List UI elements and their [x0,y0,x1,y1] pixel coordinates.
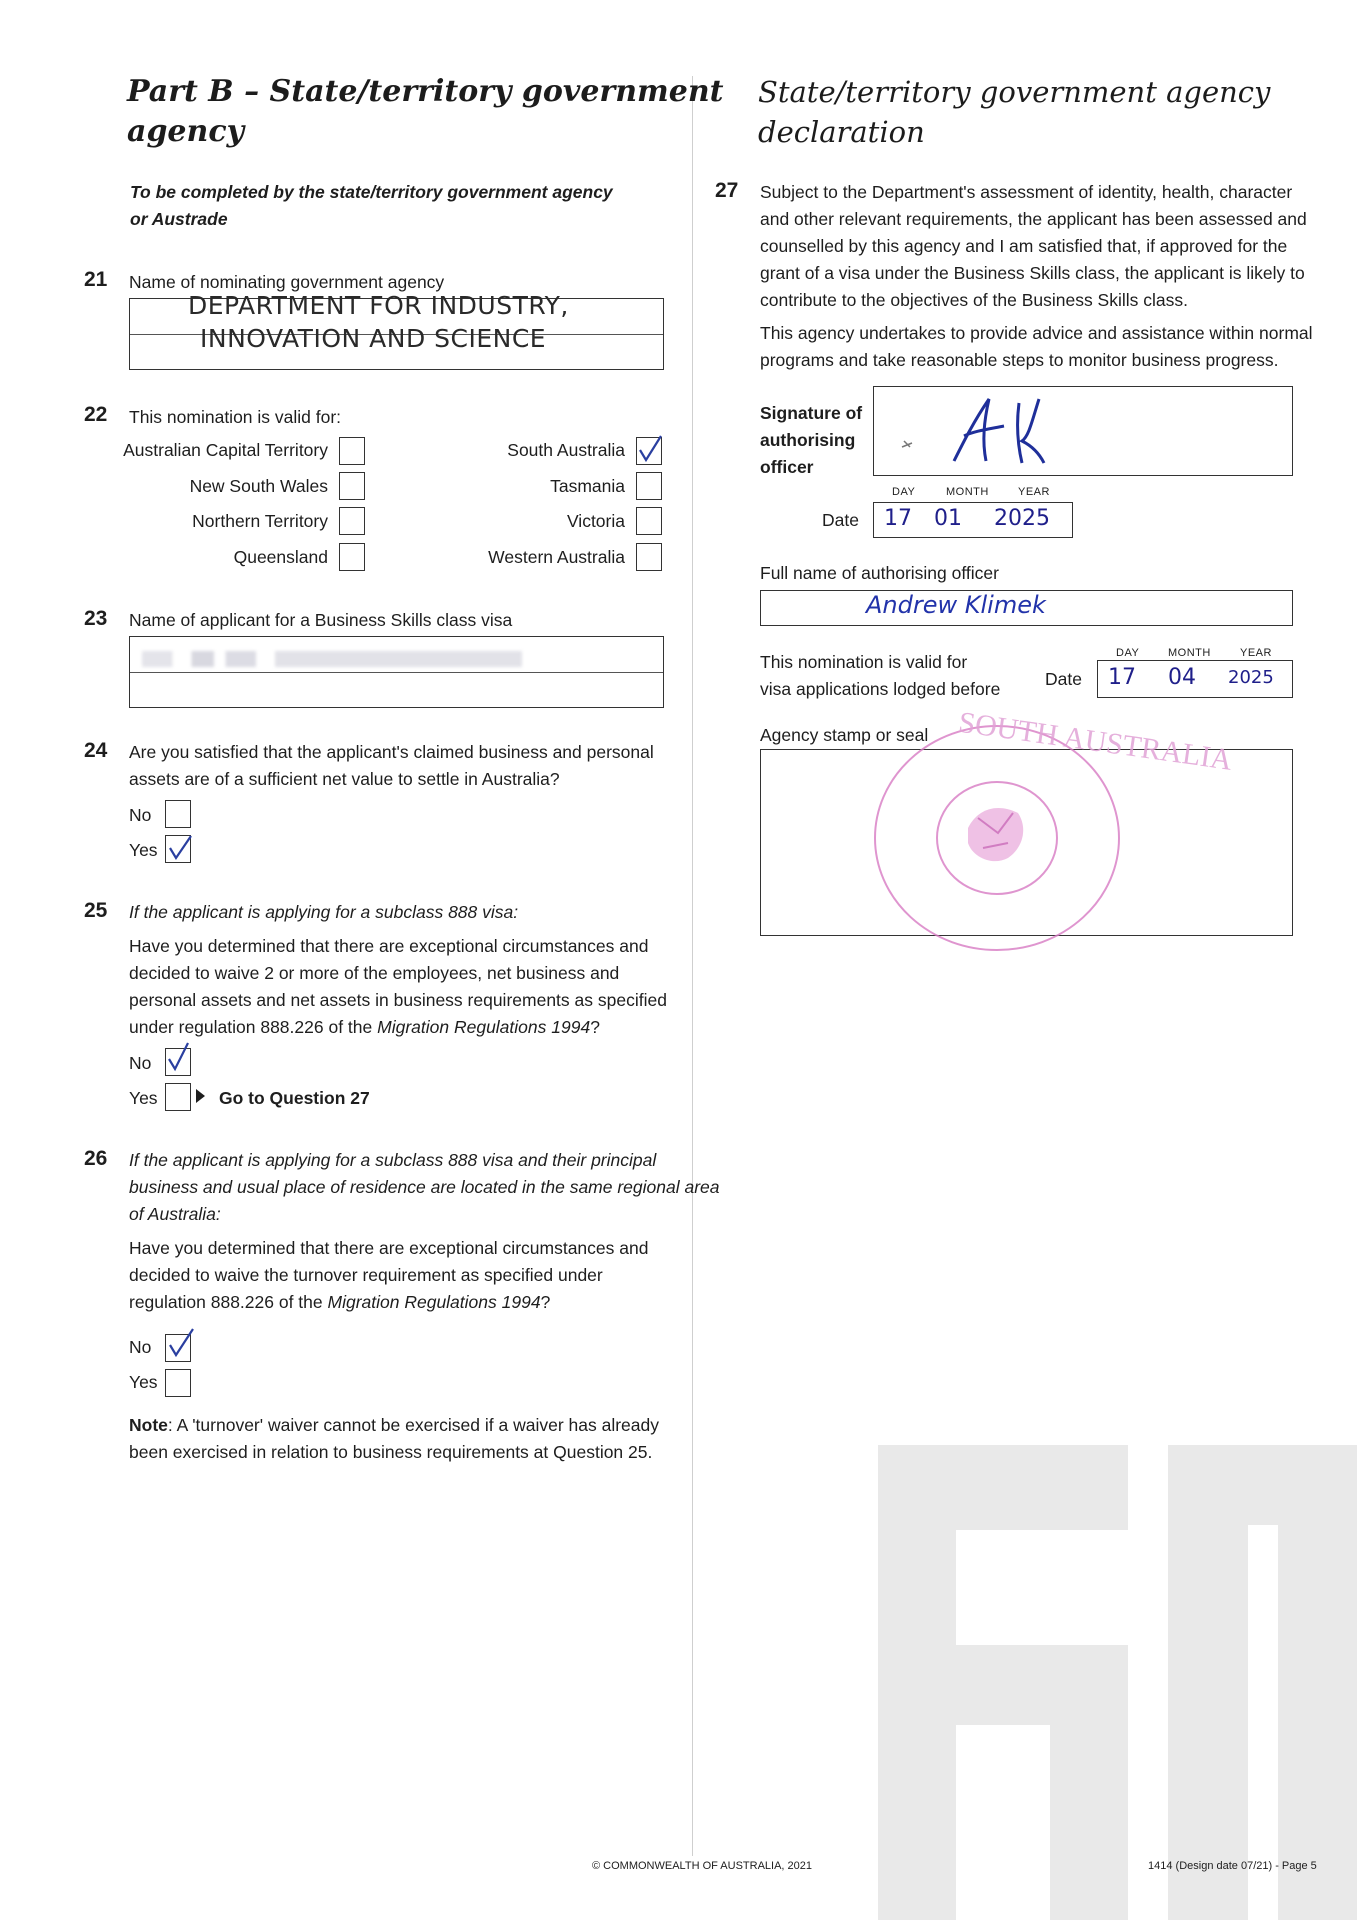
sig-date-month: 01 [934,506,962,531]
check-mark-icon [635,432,665,466]
q22-label: This nomination is valid for: [129,407,342,427]
option-sa-label: South Australia [507,440,625,460]
sig-date-label: Date [822,510,859,530]
q21-number: 21 [84,268,108,291]
q26-condition: If the applicant is applying for a subclass 888 visa and their principal business and usual place of residence are located in the same regional area of Australia: [129,1150,720,1224]
valid-date-day-header: DAY [1116,647,1140,659]
option-tas-checkbox[interactable] [636,472,662,500]
valid-label: This nomination is valid for visa applications lodged before [760,652,1001,699]
option-vic-label: Victoria [566,511,625,531]
sig-date-month-header: MONTH [946,486,989,498]
valid-date-field[interactable] [1097,660,1293,698]
q25-number: 25 [84,899,108,922]
stamp-text: SOUTH AUSTRALIA [956,705,1235,777]
agency-stamp [868,705,1235,958]
q25-question: Have you determined that there are exceptional circumstances and decided to waive 2 or more of the employees, net business and personal assets and net assets in business requirements as specified under regulation 888.226 of the Migration Regulations 1994? [129,936,667,1037]
q24-no-checkbox[interactable] [165,800,191,828]
q24-question: Are you satisfied that the applicant's claimed business and personal assets are of a sufficient net value to settle in Australia? [129,742,654,789]
q25-no-checkbox[interactable] [165,1048,191,1076]
q25-yes-checkbox[interactable] [165,1083,191,1111]
q26-no-checkbox[interactable] [165,1334,191,1362]
valid-date-day: 17 [1108,665,1136,690]
part-b-instruction: To be completed by the state/territory government agency or Austrade [130,182,613,229]
valid-date-month: 04 [1168,665,1196,690]
sig-date-year: 2025 [994,506,1050,531]
q26-no-label: No [129,1337,152,1357]
valid-date-year-header: YEAR [1240,647,1272,659]
footer-copyright: © COMMONWEALTH OF AUSTRALIA, 2021 [592,1860,812,1872]
q25-no-label: No [129,1053,152,1073]
q22-number: 22 [84,403,108,426]
q24-yes-label: Yes [129,840,158,860]
stamp-label: Agency stamp or seal [760,725,929,745]
option-nt-checkbox[interactable] [339,507,365,535]
declaration-title: State/territory government agency declaration [758,75,1271,149]
option-qld-label: Queensland [233,547,328,567]
check-mark-icon [164,830,194,864]
q23-number: 23 [84,607,108,630]
q25-condition: If the applicant is applying for a subclass 888 visa: [129,902,519,922]
fullname-field[interactable] [760,590,1293,626]
footer-form-ref: 1414 (Design date 07/21) - Page 5 [1148,1860,1317,1872]
option-nsw-checkbox[interactable] [339,472,365,500]
q27-number: 27 [715,179,739,202]
applicant-name-field[interactable] [129,636,664,708]
q27-paragraph-1: Subject to the Department's assessment of identity, health, character and other relevant requirements, the applicant has been assessed and counselled by this agency and I am satisfied that, if approved for the grant of a visa under the Business Skills class, the applicant is likely to contribute to the objectives of the Business Skills class. [760,182,1307,310]
part-b-title: Part B – State/territory government agency [127,74,724,149]
signature-field[interactable] [873,386,1293,476]
signature-label: Signature of authorising officer [760,403,863,477]
agency-name-line1: DEPARTMENT FOR INDUSTRY, [188,291,569,320]
check-mark-icon [164,1043,194,1077]
option-tas-label: Tasmania [550,476,625,496]
q26-question: Have you determined that there are exceptional circumstances and decided to waive the turnover requirement as specified under regulation 888.226 of the Migration Regulations 1994? [129,1238,649,1312]
valid-date-month-header: MONTH [1168,647,1211,659]
q24-no-label: No [129,805,152,825]
sig-date-year-header: YEAR [1018,486,1050,498]
watermark [878,1445,1357,1920]
column-divider [692,76,693,1856]
q26-note: Note: A 'turnover' waiver cannot be exercised if a waiver has already been exercised in relation to business requirements at Question 25. [129,1415,659,1462]
redacted-name [142,651,522,667]
option-sa-checkbox[interactable] [636,437,662,465]
agency-name-line2: INNOVATION AND SCIENCE [200,324,547,353]
option-nsw-label: New South Wales [189,476,328,496]
option-nt-label: Northern Territory [192,511,328,531]
sig-date-day: 17 [884,506,912,531]
q24-yes-checkbox[interactable] [165,835,191,863]
option-act-label: Australian Capital Territory [123,440,328,460]
q25-goto: Go to Question 27 [219,1088,370,1108]
option-wa-label: Western Australia [488,547,625,567]
signature-date-field[interactable] [873,502,1073,538]
option-qld-checkbox[interactable] [339,543,365,571]
arrow-right-icon [196,1089,205,1103]
handwritten-signature [894,391,1094,471]
option-act-checkbox[interactable] [339,437,365,465]
q26-yes-label: Yes [129,1372,158,1392]
q26-yes-checkbox[interactable] [165,1369,191,1397]
q23-label: Name of applicant for a Business Skills class visa [129,610,513,630]
fullname-value: Andrew Klimek [866,591,1046,619]
q26-number: 26 [84,1147,108,1170]
option-vic-checkbox[interactable] [636,507,662,535]
seal-icon [868,705,1235,958]
fullname-label: Full name of authorising officer [760,563,999,583]
q25-yes-label: Yes [129,1088,158,1108]
check-mark-icon [164,1329,194,1363]
q21-label: Name of nominating government agency [129,272,445,292]
sig-date-day-header: DAY [892,486,916,498]
option-wa-checkbox[interactable] [636,543,662,571]
q27-paragraph-2: This agency undertakes to provide advice and assistance within normal programs and take reasonable steps to monitor business progress. [760,323,1313,370]
q24-number: 24 [84,739,108,762]
valid-date-year: 2025 [1228,667,1274,688]
valid-date-label: Date [1045,669,1082,689]
agency-name-field[interactable] [129,291,664,370]
